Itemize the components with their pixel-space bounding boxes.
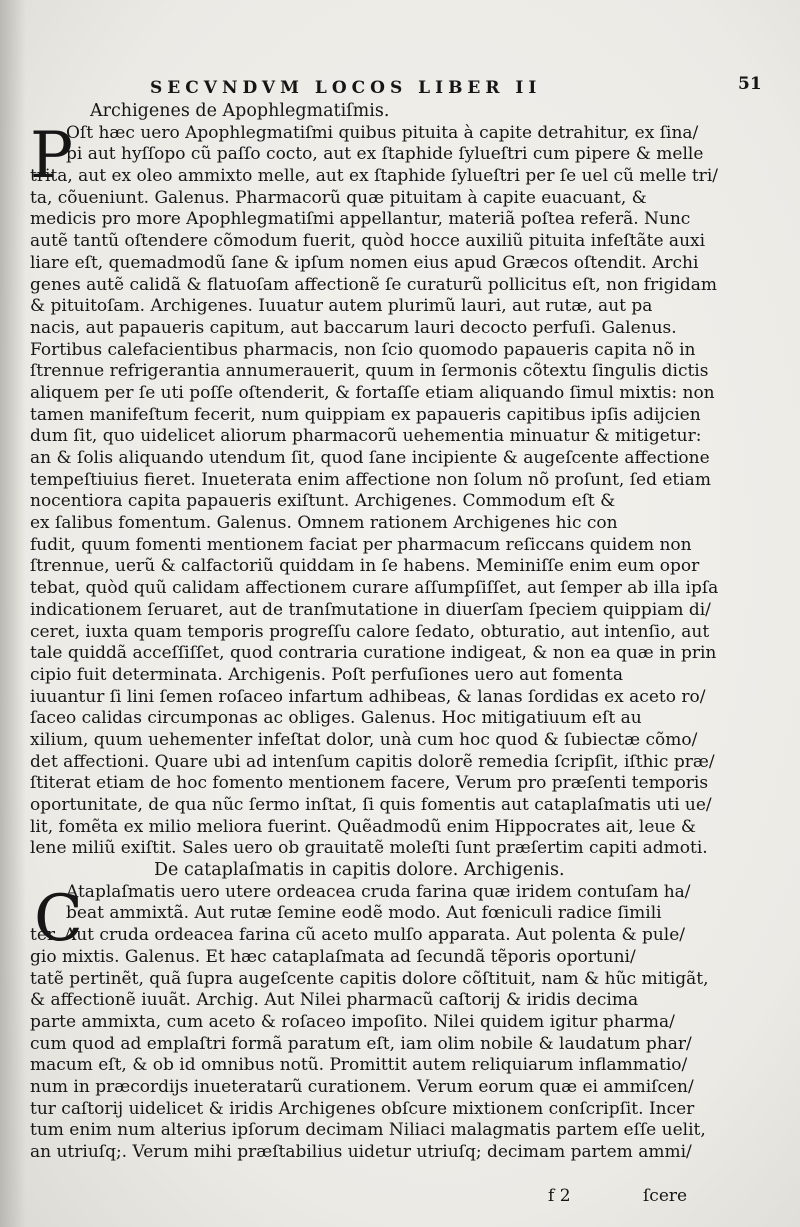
text-line: lene miliũ exiſtit. Sales uero ob grauitatẽ moleſti ſunt præſertim capiti admoti. (30, 838, 708, 859)
section-heading: De cataplaſmatis in capitis dolore. Archigenis. (154, 860, 565, 881)
text-line: trita, aut ex oleo ammixto melle, aut ex ſtaphide ſylueſtri per ſe uel cũ melle tri/ (30, 166, 718, 187)
text-line: medicis pro more Apophlegmatiſmi appellantur, materiã poſtea referã. Nunc (30, 209, 691, 230)
text-line: an & ſolis aliquando utendum ſit, quod ſane incipiente & augeſcente affectione (30, 448, 710, 468)
text-line: & affectionẽ iuuãt. Archig. Aut Nilei pharmacũ caſtorij & iridis decima (30, 990, 639, 1011)
text-line: an utriuſq;. Verum mihi præſtabilius uidetur utriuſq; decimam partem ammi/ (30, 1142, 692, 1162)
text-line: aliquem per ſe uti poſſe oſtenderit, & fortaſſe etiam aliquando ſimul mixtis: non (30, 382, 715, 403)
text-line: pi aut hyſſopo cũ paſſo cocto, aut ex ſtaphide ſylueſtri cum pipere & melle (66, 144, 704, 165)
text-line: ceret, iuxta quam temporis progreſſu calore ſedato, obturatio, aut intenſio, aut (30, 621, 710, 642)
text-line: xilium, quum uehementer infeſtat dolor, unà cum hoc quod & ſubiectæ cõmo/ (30, 729, 698, 750)
main-text (30, 101, 770, 1164)
text-line: Oſt hæc uero Apophlegmatiſmi quibus pituita à capite detrahitur, ex ſina/ (66, 122, 699, 143)
catchword: ſcere (643, 1186, 688, 1206)
text-line: tebat, quòd quũ calidam affectionem curare aſſumpſiſſet, aut ſemper ab illa ipſa (30, 578, 719, 599)
text-line: Ataplaſmatis uero utere ordeacea cruda farina quæ iridem contuſam ha/ (66, 881, 691, 902)
text-line: genes autẽ calidã & flatuoſam affectionẽ ſe curaturũ pollicitus eſt, non frigidam (30, 274, 717, 295)
binding-shadow (0, 0, 26, 1227)
text-line: lit, fomẽta ex milio meliora fuerint. Quẽadmodũ enim Hippocrates ait, leue & (30, 816, 696, 837)
signature-mark: f 2 (548, 1186, 571, 1206)
page-footer (0, 1186, 800, 1216)
text-line: Fortibus calefacientibus pharmacis, non ſcio quomodo papaueris capita nõ in (30, 339, 696, 360)
text-line: cipio fuit determinata. Archigenis. Poſt perfuſiones uero aut fomenta (30, 664, 624, 685)
folio-number: 51 (738, 74, 762, 94)
text-line: & pituitoſam. Archigenes. Iuuatur autem plurimũ lauri, aut rutæ, aut pa (30, 296, 653, 317)
section-heading: Archigenes de Apophlegmatiſmis. (90, 101, 390, 121)
text-line: ex ſalibus fomentum. Galenus. Omnem rationem Archigenes hic con (30, 513, 618, 534)
text-line: tamen manifeſtum fecerit, num quippiam ex papaueris capitibus ipſis adijcien (30, 404, 701, 425)
text-line: ſtrennue refrigerantia annumerauerit, quum in ſermonis cõtextu ſingulis dictis (30, 361, 709, 382)
text-line: ſtiterat etiam de hoc fomento mentionem facere, Verum pro præſenti temporis (30, 773, 709, 794)
text-line: cum quod ad emplaſtri formã paratum eſt, iam olim nobile & laudatum phar/ (30, 1033, 692, 1054)
running-head-title: SECVNDVM LOCOS LIBER II (150, 78, 542, 98)
text-line: gio mixtis. Galenus. Et hæc cataplaſmata ad ſecundã tẽporis oportuni/ (30, 946, 636, 967)
text-line: dum ſit, quo uidelicet aliorum pharmacorũ uehementia minuatur & mitigetur: (30, 426, 702, 447)
text-line: ſtrennue, uerũ & calfactoriũ quiddam in ſe habens. Meminiſſe enim eum opor (30, 556, 700, 577)
text-line: ta, cõueniunt. Galenus. Pharmacorũ quæ pituitam à capite euacuant, & (30, 187, 647, 208)
text-line: det affectioni. Quare ubi ad intenſum capitis dolorẽ remedia ſcripſit, iſthic præ/ (30, 751, 715, 772)
text-line: oportunitate, de qua nũc ſermo inſtat, ſi quis fomentis aut cataplaſmatis uti ue/ (30, 795, 712, 815)
text-line: ſaceo calidas circumponas ac obliges. Galenus. Hoc mitigatiuum eſt au (30, 708, 642, 729)
text-line: tempeſtiuius fieret. Inueterata enim affectione non ſolum nõ proſunt, ſed etiam (30, 469, 711, 490)
text-line: macum eſt, & ob id omnibus notũ. Promittit autem reliquiarum inflammatio/ (30, 1055, 688, 1076)
drop-initial-c: C (34, 882, 83, 956)
text-line: nocentiora capita papaueris exiſtunt. Archigenes. Commodum eſt & (30, 491, 616, 512)
text-line: tum enim num alterius ipſorum decimam Niliaci malagmatis partem eſſe uelit, (30, 1120, 706, 1141)
text-line: beat ammixtã. Aut rutæ ſemine eodẽ modo. Aut fœniculi radice ſimili (66, 903, 662, 924)
text-line: num in præcordijs inueteratarũ curationem. Verum eorum quæ ei ammiſcen/ (30, 1076, 694, 1097)
text-line: indicationem ſeruaret, aut de tranſmutatione in diuerſam ſpeciem quippiam di/ (30, 599, 711, 620)
text-line: liare eſt, quemadmodũ ſane & ipſum nomen eius apud Græcos oſtendit. Archi (30, 252, 699, 273)
text-line: fudit, quum fomenti mentionem faciat per pharmacum reſiccans quidem non (30, 534, 692, 555)
text-line: nacis, aut papaueris capitum, aut baccarum lauri decocto perfuſi. Galenus. (30, 317, 677, 338)
running-head (0, 72, 800, 102)
text-line: ter. Aut cruda ordeacea farina cũ aceto mulſo apparata. Aut polenta & pule/ (30, 925, 686, 946)
text-line: parte ammixta, cum aceto & roſaceo impoſito. Nilei quidem igitur pharma/ (30, 1011, 675, 1032)
text-line: tale quiddã acceſſiſſet, quod contraria curatione indigeat, & non ea quæ in prin (30, 643, 717, 664)
text-line: tur caſtorij uidelicet & iridis Archigenes obſcure mixtionem conſcripſit. Incer (30, 1098, 695, 1119)
text-line: tatẽ pertinẽt, quã ſupra augeſcente capitis dolore cõſtituit, nam & hũc mitigãt, (30, 968, 709, 989)
text-line: autẽ tantũ oſtendere cõmodum fuerit, quòd hocce auxiliũ pituita infeſtãte auxi (30, 231, 706, 252)
text-line: iuuantur ſi lini ſemen roſaceo infartum adhibeas, & lanas ſordidas ex aceto ro/ (30, 686, 706, 707)
drop-initial-p: P (30, 119, 74, 193)
